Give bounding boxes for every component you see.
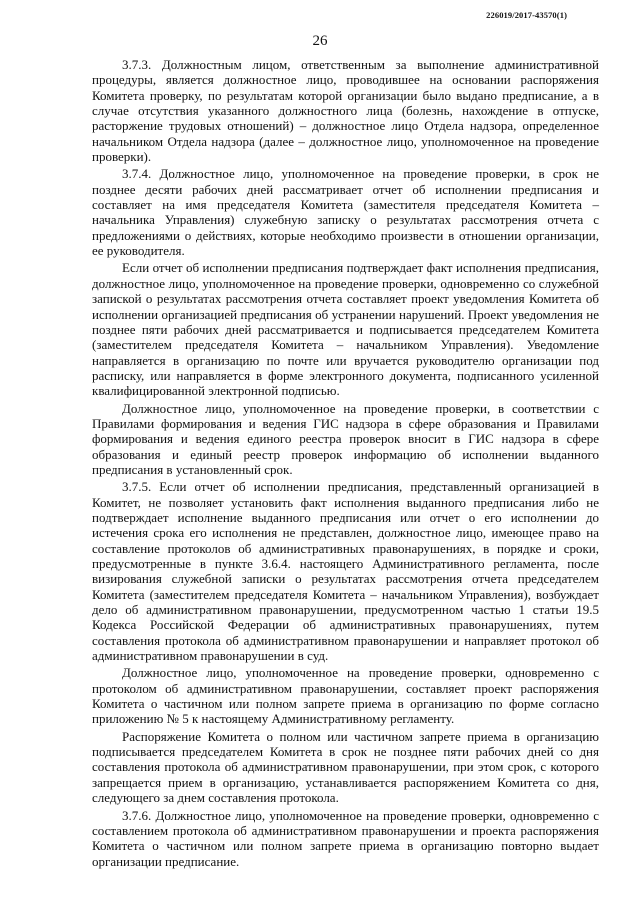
paragraph-3-7-6: 3.7.6. Должностное лицо, уполномоченное на проведение проверки, одновременно с составлением протокола об административном правонарушении и проекта распоряжения Комитета о частичном или полном запрете приема в организацию повторно выдает организации предписание.	[92, 807, 599, 869]
paragraph-order-signing: Распоряжение Комитета о полном или частичном запрете приема в организацию подписывается председателем Комитета в срок не позднее пяти рабочих дней со дня составления протокола об административном правонарушении, при этом срок, с которого запрещается прием в организацию, устанавливается распоряжением Комитета со дня, следующего за днем составления протокола.	[92, 728, 599, 806]
paragraph-draft-order: Должностное лицо, уполномоченное на проведение проверки, одновременно с протоколом об административном правонарушении, составляет проект распоряжения Комитета о частичном или полном запрете приема в организацию по форме согласно приложению № 5 к настоящему Административному регламенту.	[92, 665, 599, 727]
paragraph-3-7-3: 3.7.3. Должностным лицом, ответственным за выполнение административной процедуры, является должностное лицо, проводившее на основании распоряжения Комитета проверку, по результатам которой организации было выдано предписание, а в случае отсутствия указанного должностного лица (болезнь, нахождение в отпуске, расторжение трудовых отношений) – должностное лицо Отдела надзора, определенное начальником Отдела надзора (далее – должностное лицо, уполномоченное на проведение проверки).	[92, 57, 599, 165]
paragraph-gis-entry: Должностное лицо, уполномоченное на проведение проверки, в соответствии с Правилами формирования и ведения ГИС надзора в сфере образования и Правилами формирования и ведения единого реестра проверок вносит в ГИС надзора в сфере образования и единый реестр проверок информацию об исполнении выданного предписания в установленный срок.	[92, 400, 599, 477]
paragraph-report-confirms: Если отчет об исполнении предписания подтверждает факт исполнения предписания, должностное лицо, уполномоченное на проведение проверки, одновременно со служебной запиской о результатах рассмотрения отчета составляет проект уведомления Комитета об исполнении организацией предписания об устранении нарушений. Проект уведомления не позднее пяти рабочих дней рассматривается и подписывается председателем Комитета (заместителем председателя Комитета – начальником Управления). Уведомление направляется в организацию по почте или вручается руководителю организации под расписку, или направляется в форме электронного документа, подписанного усиленной квалифицированной электронной подписью.	[92, 260, 599, 399]
paragraph-3-7-4: 3.7.4. Должностное лицо, уполномоченное на проведение проверки, в срок не позднее десяти рабочих дней рассматривает отчет об исполнении предписания и составляет на имя председателя Комитета (заместителя председателя Комитета – начальника Управления) служебную записку о результатах рассмотрения отчета с предложениями о действиях, которые необходимо произвести в отношении организации, ее руководителя.	[92, 166, 599, 259]
document-id: 226019/2017-43570(1)	[486, 10, 567, 20]
paragraph-3-7-5: 3.7.5. Если отчет об исполнении предписания, представленный организацией в Комитет, не позволяет установить факт исполнения выданного предписания либо не подтверждает исполнение выданного предписания или отчет о его исполнении до истечения срока его исполнения не представлен, должностное лицо, имеющее право на составление протоколов об административных правонарушениях, в порядке и сроки, предусмотренные в пункте 3.6.4. настоящего Административного регламента, после визирования служебной записки о результатах рассмотрения отчета председателем Комитета (заместителем председателя Комитета – начальником Управления), возбуждает дело об административном правонарушении, предусмотренном частью 1 статьи 19.5 Кодекса Российской Федерации об административных правонарушениях, путем составления протокола об административном правонарушении и направляет протокол об административном правонарушении в суд.	[92, 479, 599, 664]
document-body	[92, 57, 599, 869]
page-number: 26	[312, 33, 328, 49]
